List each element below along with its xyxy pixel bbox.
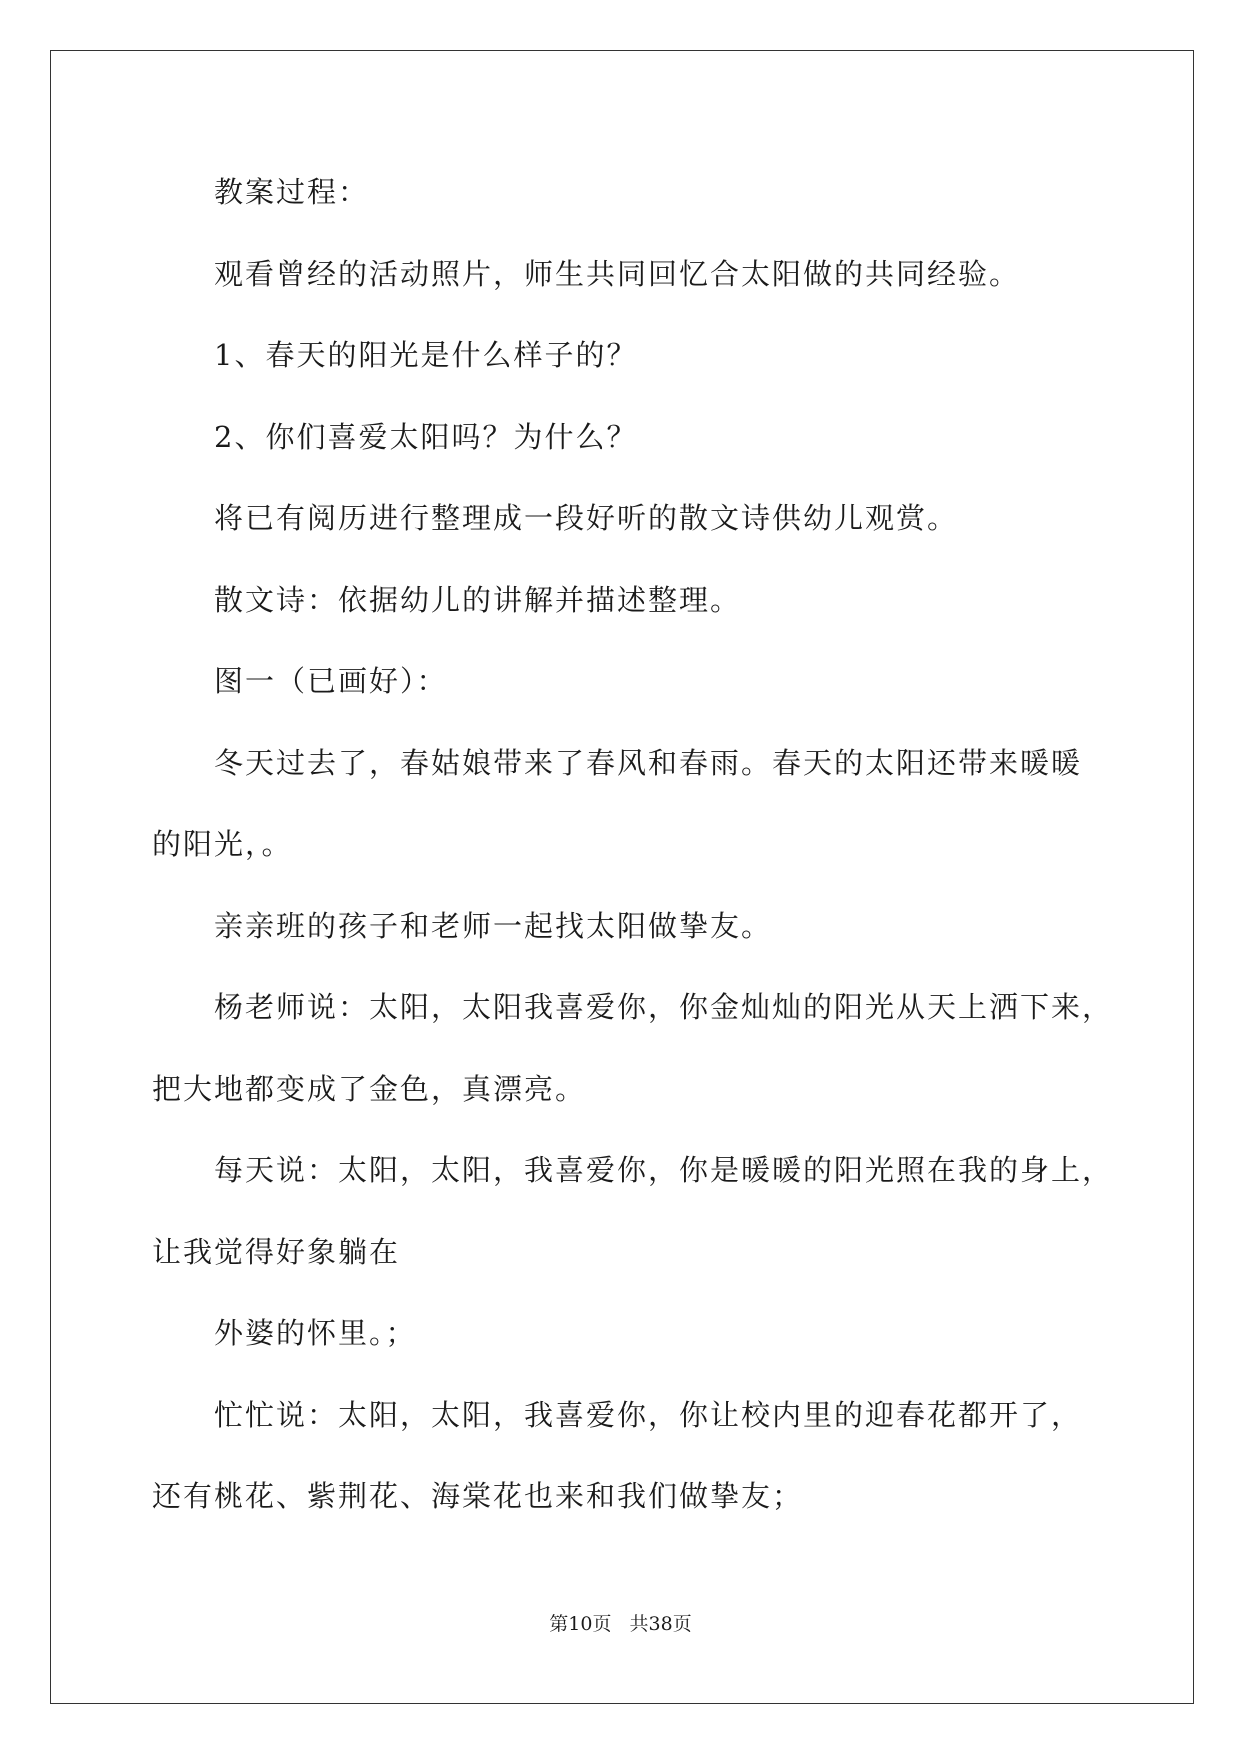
text-line-4: 2、你们喜爱太阳吗？为什么？ <box>214 420 638 454</box>
text-line-15: 外婆的怀里。； <box>214 1316 417 1350</box>
text-line-10: 亲亲班的孩子和老师一起找太阳做挚友。 <box>214 909 773 943</box>
text-line-5: 将已有阅历进行整理成一段好听的散文诗供幼儿观赏。 <box>214 501 959 535</box>
page-number-total: 共38页 <box>629 1613 692 1635</box>
text-line-9: 的阳光，。 <box>152 827 293 861</box>
text-line-12: 把大地都变成了金色，真漂亮。 <box>152 1072 587 1106</box>
page-border <box>50 50 1194 1704</box>
text-line-2: 观看曾经的活动照片，师生共同回忆合太阳做的共同经验。 <box>214 257 1021 291</box>
page-footer <box>0 1612 1241 1636</box>
text-line-3: 1、春天的阳光是什么样子的？ <box>214 338 638 372</box>
text-line-7: 图一（已画好）： <box>214 664 448 698</box>
text-line-11: 杨老师说：太阳，太阳我喜爱你，你金灿灿的阳光从天上洒下来， <box>214 990 1114 1024</box>
text-line-14: 让我觉得好象躺在 <box>152 1235 401 1269</box>
text-line-17: 还有桃花、紫荆花、海棠花也来和我们做挚友； <box>152 1479 804 1513</box>
text-line-6: 散文诗：依据幼儿的讲解并描述整理。 <box>214 583 742 617</box>
text-line-16: 忙忙说：太阳，太阳，我喜爱你，你让校内里的迎春花都开了， <box>214 1398 1083 1432</box>
text-line-8: 冬天过去了，春姑娘带来了春风和春雨。春天的太阳还带来暖暖 <box>214 746 1083 780</box>
text-line-13: 每天说：太阳，太阳，我喜爱你，你是暖暖的阳光照在我的身上， <box>214 1153 1114 1187</box>
text-line-1: 教案过程： <box>214 175 370 209</box>
page-number-current: 第10页 <box>549 1613 612 1635</box>
